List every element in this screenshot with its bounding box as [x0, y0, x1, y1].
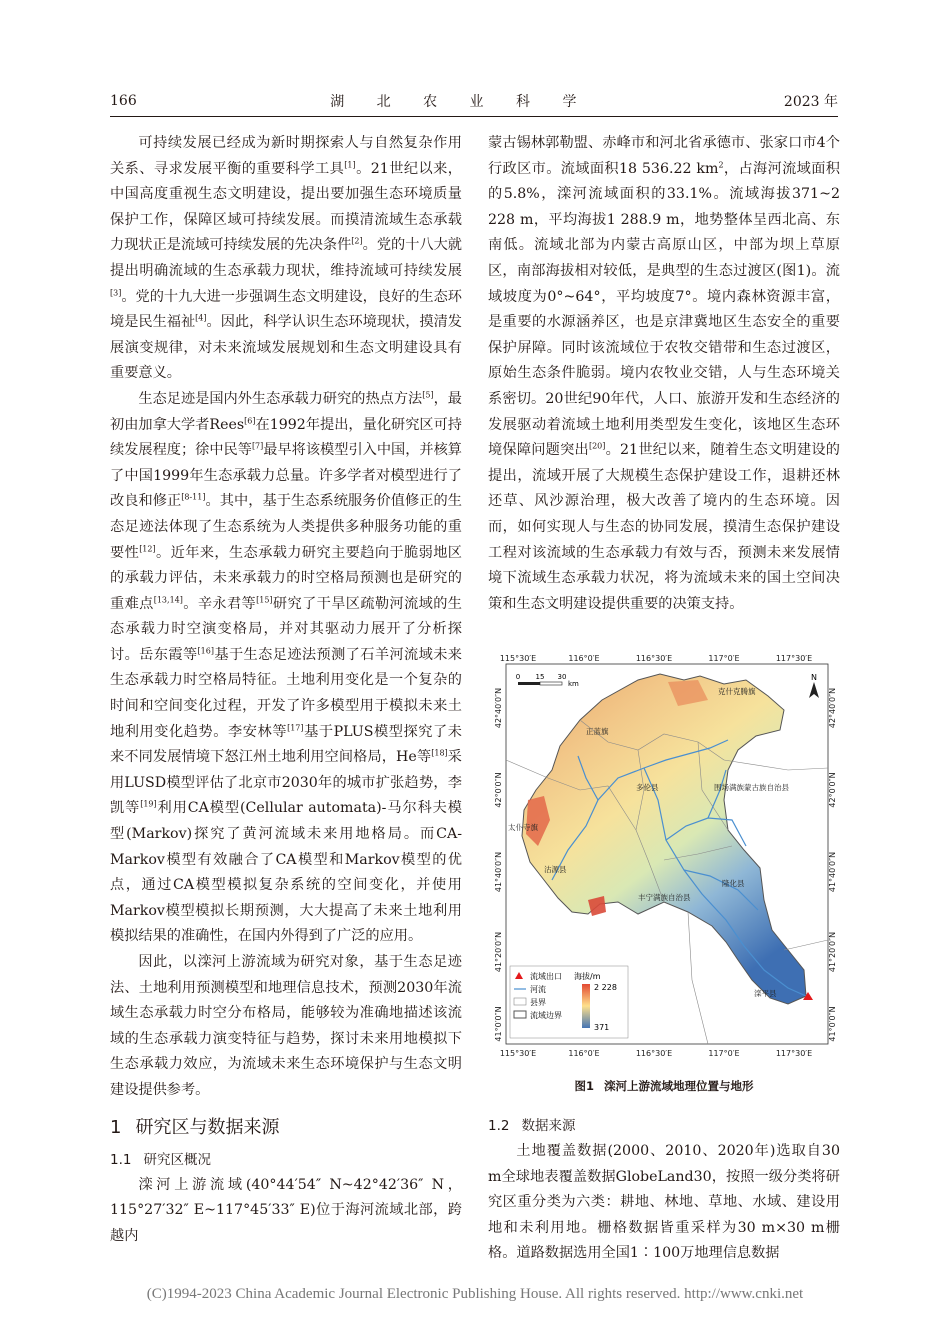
paragraph-intro-3: 因此，以滦河上游流域为研究对象，基于生态足迹法、土地利用预测模型和地理信息技术，预测2030年流域生态承载力时空分布格局，能够较为准确地描述该流域的生态承载力演变特征与趋势，探讨未来用地模拟下生态承载力效应，为流域未来生态环境保护与生态文明建设提供参考。	[110, 954, 462, 1098]
svg-text:海拔/m: 海拔/m	[574, 972, 601, 981]
place-name: 隆化县	[722, 879, 745, 888]
boundary-icon	[514, 1011, 526, 1018]
svg-text:县界: 县界	[530, 998, 546, 1007]
header-rule	[110, 116, 838, 117]
lon-label-top: 117°30′E	[775, 654, 813, 663]
lat-label-right: 41°0′0″N	[828, 1006, 837, 1042]
copyright-footer: (C)1994-2023 China Academic Journal Electronic Publishing House. All rights reserved. http://www.cnki.net	[146, 1286, 804, 1302]
map-legend	[510, 966, 628, 1038]
svg-text:N: N	[811, 673, 817, 682]
place-name: 沽源县	[544, 865, 567, 874]
svg-text:15: 15	[535, 673, 545, 681]
figure-1-map	[488, 650, 840, 1070]
page-number: 166	[110, 93, 137, 109]
place-name: 太仆寺旗	[508, 823, 538, 832]
place-name: 多伦县	[636, 783, 659, 792]
place-name: 丰宁满族自治县	[638, 893, 691, 902]
paragraph-intro-1: 可持续发展已经成为新时期探索人与自然复杂作用关系、寻求发展平衡的重要科学工具[1]。21世纪以来，中国高度重视生态文明建设，提出要加强生态环境质量保护工作，保障区域可持续发展。而摸清流域生态承载力现状正是流域可持续发展的先决条件[2]。党的十八大就提出明确流域的生态承载力现状，维持流域可持续发展[3]。党的十九大进一步强调生态文明建设，良好的生态环境是民生福祉[4]。因此，科学认识生态环境现状，摸清发展演变规律，对未来流域发展规划和生态文明建设具有重要意义。	[110, 135, 462, 382]
section-heading-1-2: 1.2 数据来源	[488, 1118, 576, 1134]
lon-label-bottom: 116°30′E	[635, 1049, 673, 1058]
place-name: 滦平县	[754, 989, 777, 998]
section-heading-1-1: 1.1 研究区概况	[110, 1151, 211, 1168]
lon-label-bottom: 117°0′E	[708, 1049, 740, 1058]
place-name: 正蓝旗	[586, 727, 609, 736]
svg-text:km: km	[568, 680, 579, 688]
svg-text:371: 371	[594, 1023, 610, 1032]
svg-text:流域边界: 流域边界	[530, 1011, 562, 1020]
place-name: 围场满族蒙古族自治县	[714, 783, 789, 792]
lat-label-left: 42°0′0″N	[494, 772, 503, 808]
lon-label-bottom: 117°30′E	[775, 1049, 813, 1058]
lat-label-left: 41°20′0″N	[494, 931, 503, 973]
lon-label-top: 116°30′E	[635, 654, 673, 663]
lon-label-bottom: 116°0′E	[568, 1049, 600, 1058]
lon-label-top: 115°30′E	[499, 654, 537, 663]
svg-text:河流: 河流	[530, 985, 546, 994]
section-heading-1: 1 研究区与数据来源	[110, 1116, 280, 1138]
lat-label-left: 41°40′0″N	[494, 851, 503, 893]
running-header	[110, 90, 838, 112]
elevation-colorbar	[582, 984, 590, 1028]
journal-title: 湖 北 农 业 科 学	[330, 94, 591, 110]
lat-label-right: 42°40′0″N	[828, 687, 837, 729]
place-name: 克什克腾旗	[718, 687, 756, 696]
paragraph-study-area-cont: 蒙古锡林郭勒盟、赤峰市和河北省承德市、张家口市4个行政区市。流域面积18 536.22 $km^2$，占海河流域面积的5.8%，滦河流域面积的33.1%。流域海拔371~2 228 m，平均海拔1 288.9 m，地势整体呈西北高、东南低。流域北部为内蒙古高原山区，中部为坝上草原区，南部海拔相对较低，是典型的生态过渡区(图1)。流域坡度为0°~64°，平均坡度7°。境内森林资源丰富，是重要的水源涵养区，也是京津冀地区生态安全的重要保护屏障。同时该流域位于农牧交错带和生态过渡区，原始生态条件脆弱。境内农牧业交错，人与生态环境关系密切。20世纪90年代，人口、旅游开发和生态经济的发展驱动着流域土地利用类型发生变化，该地区生态环境保障问题突出[20]。21世纪以来，随着生态文明建设的提出，流域开展了大规模生态保护建设工作，退耕还林还草、风沙源治理，极大改善了境内的生态环境。因而，如何实现人与生态的协同发展，摸清生态保护建设工程对该流域的生态承载力有效与否，预测未来发展情境下流域生态承载力状况，将为流域未来的国土空间决策和生态文明建设提供重要的决策支持。	[488, 135, 840, 612]
publication-year: 2023 年	[783, 94, 838, 110]
paragraph-data-source: 土地覆盖数据(2000、2010、2020年)选取自30 m全球地表覆盖数据GlobeLand30，按照一级分类将研究区重分类为六类：耕地、林地、草地、水域、建设用地和未利用地。栅格数据皆重采样为30 m×30 m栅格。道路数据选用全国1∶100万地理信息数据	[488, 1143, 840, 1262]
right-column-lower	[488, 1112, 840, 1267]
svg-text:0: 0	[515, 673, 521, 681]
lat-label-left: 42°40′0″N	[494, 687, 503, 729]
map-svg	[488, 650, 840, 1070]
paragraph-intro-2: 生态足迹是国内外生态承载力研究的热点方法[5]，最初由加拿大学者Rees[6]在1992年提出，量化研究区可持续发展程度；徐中民等[7]最早将该模型引入中国，并核算了中国1999年生态承载力总量。许多学者对模型进行了改良和修正[8-11]。其中，基于生态系统服务价值修正的生态足迹法体现了生态系统为人类提供多种服务功能的重要性[12]。近年来，生态承载力研究主要趋向于脆弱地区的承载力评估，未来承载力的时空格局预测也是研究的重难点[13,14]。辛永君等[15]研究了干旱区疏勒河流域的生态承载力时空演变格局，并对其驱动力展开了分析探讨。岳东霞等[16]基于生态足迹法预测了石羊河流域未来生态承载力时空格局特征。土地利用变化是一个复杂的时间和空间变化过程，开发了许多模型用于模拟未来土地利用变化趋势。李安林等[17]基于PLUS模型探究了未来不同发展情境下怒江州土地利用空间格局，He等[18]采用LUSD模型评估了北京市2030年的城市扩张趋势，李凯等[19]利用CA模型(Cellular automata)-马尔科夫模型(Markov)探究了黄河流域未来用地格局。而CA-Markov模型有效融合了CA模型和Markov模型的优点，通过CA模型模拟复杂系统的空间变化，并使用Markov模型模拟长期预测，大大提高了未来土地利用模拟结果的准确性，在国内外得到了广泛的应用。	[110, 390, 462, 945]
right-column	[488, 131, 840, 617]
lon-label-top: 116°0′E	[568, 654, 600, 663]
svg-text:流域出口: 流域出口	[530, 972, 562, 981]
lat-label-right: 41°40′0″N	[828, 851, 837, 893]
lon-label-top: 117°0′E	[708, 654, 740, 663]
svg-text:30: 30	[557, 673, 567, 681]
svg-text:2 228: 2 228	[594, 983, 617, 992]
lon-label-bottom: 115°30′E	[499, 1049, 537, 1058]
figure-1-caption: 图1 滦河上游流域地理位置与地形	[574, 1079, 754, 1093]
lat-label-right: 42°0′0″N	[828, 772, 837, 808]
lat-label-left: 41°0′0″N	[494, 1006, 503, 1042]
county-icon	[514, 998, 526, 1005]
lat-label-right: 41°20′0″N	[828, 931, 837, 973]
paragraph-study-area: 滦河上游流域(40°44′54″ N~42°42′36″ N，115°27′32″ E~117°45′33″ E)位于海河流域北部，跨越内	[110, 1176, 462, 1244]
left-column	[110, 131, 462, 1249]
